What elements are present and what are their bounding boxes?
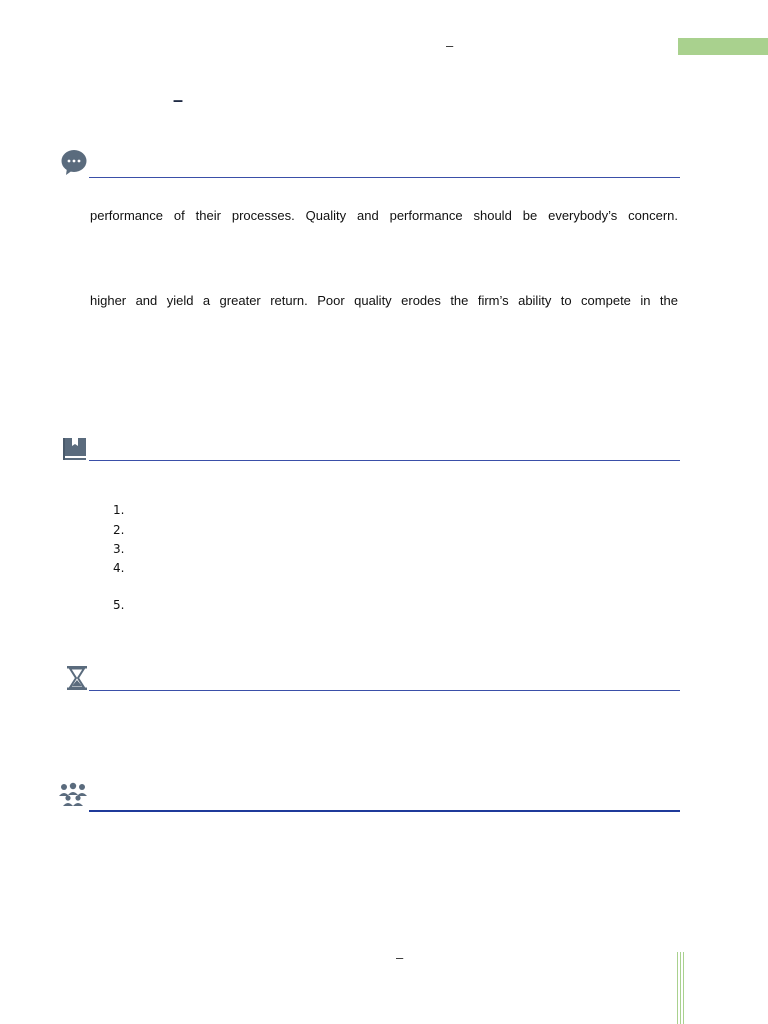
book-icon — [61, 436, 88, 462]
list-item-number: 2. — [113, 523, 125, 537]
header-accent-bar — [678, 38, 768, 55]
list-item-number: 3. — [113, 542, 125, 556]
list-item-number: 1. — [113, 503, 125, 517]
overview-paragraph-1: performance of their processes. Quality and performance should be everybody’s concern. — [90, 208, 678, 223]
title-dash: – — [173, 90, 184, 110]
group-icon — [58, 782, 88, 806]
section-rule-time — [89, 690, 680, 691]
list-item-number: 4. — [113, 561, 125, 575]
hourglass-icon — [66, 665, 88, 691]
footer-dash: – — [396, 950, 404, 965]
speech-bubble-icon — [61, 149, 87, 176]
section-rule-objectives — [89, 460, 680, 461]
section-rule-group — [89, 810, 680, 812]
list-item-number: 5. — [113, 598, 125, 612]
section-rule-overview — [89, 177, 680, 178]
header-dash: – — [446, 38, 454, 53]
footer-accent-lines — [677, 952, 687, 1024]
overview-paragraph-2: higher and yield a greater return. Poor quality erodes the firm’s ability to compete in the — [90, 293, 678, 308]
